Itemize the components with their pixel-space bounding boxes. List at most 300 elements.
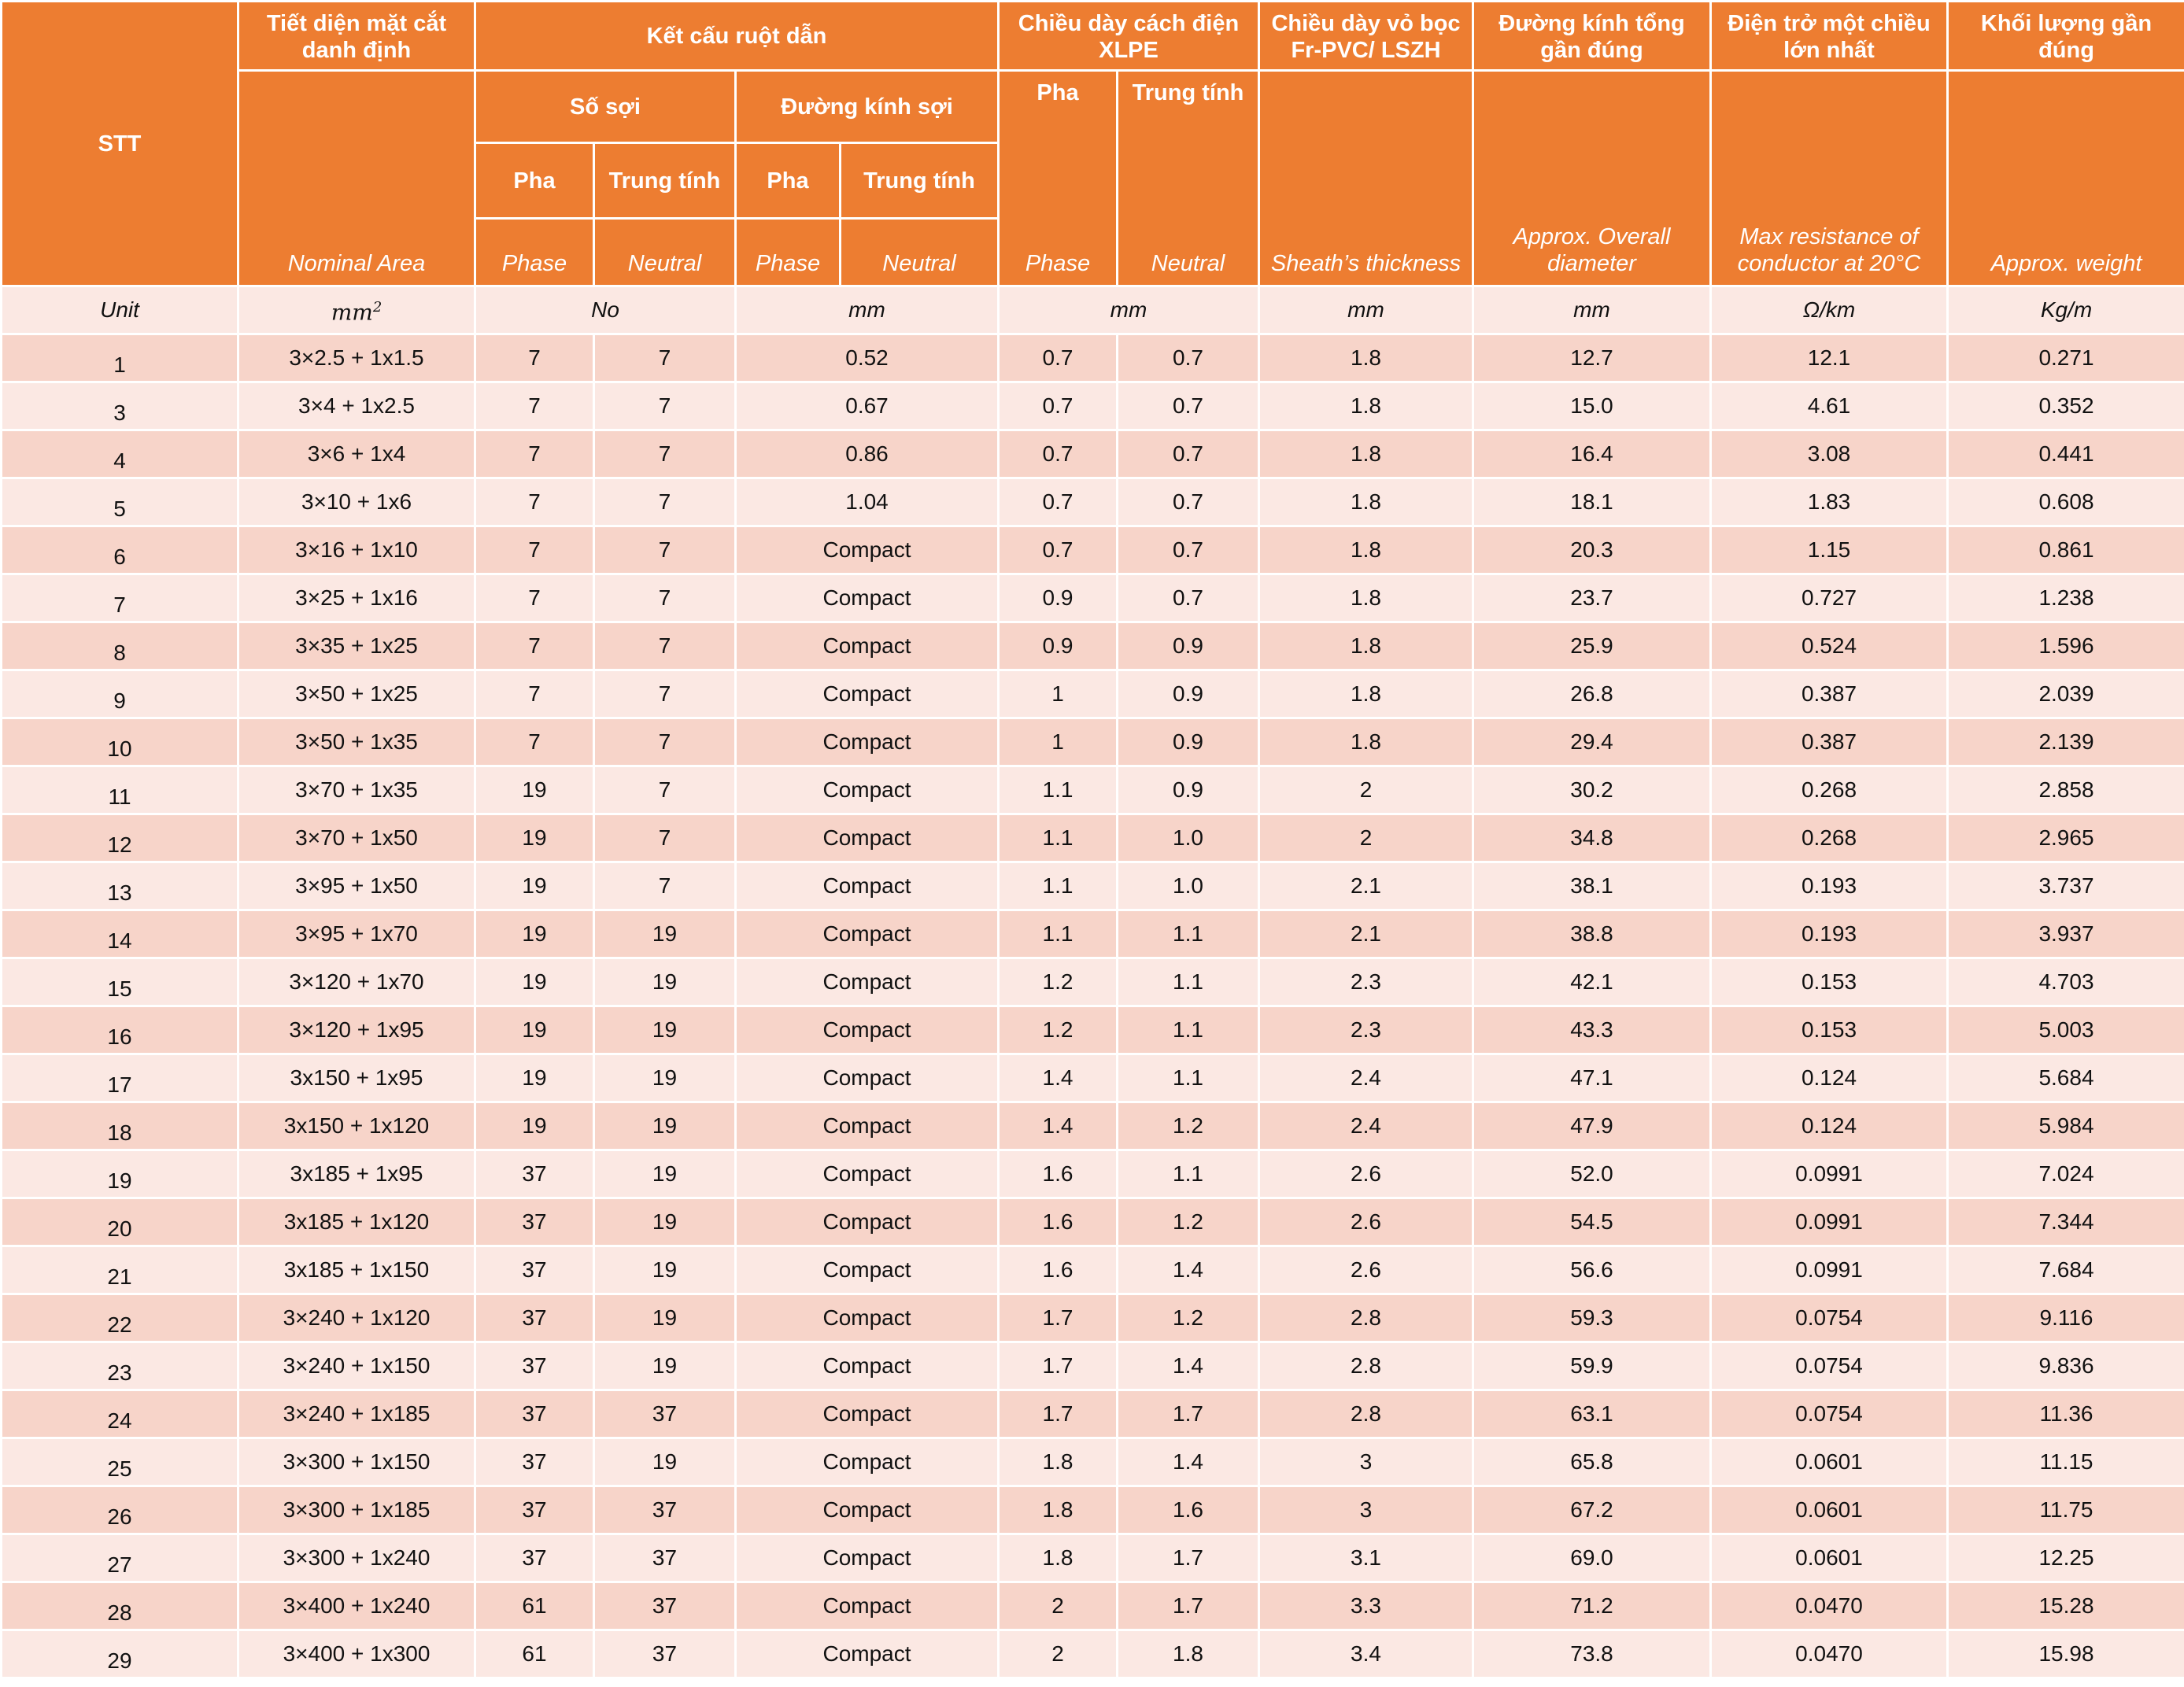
cell-ins-phase: 1.2: [999, 1006, 1118, 1054]
cell-diameter: Compact: [736, 766, 999, 814]
cell-strands-phase: 37: [475, 1438, 594, 1486]
cell-overall: 65.8: [1473, 1438, 1711, 1486]
unit-area: [238, 286, 475, 334]
table-row: [2, 1342, 2184, 1390]
cell-strands-phase: 37: [475, 1246, 594, 1294]
cell-resistance: 0.153: [1711, 1006, 1948, 1054]
cell-overall: 63.1: [1473, 1390, 1711, 1438]
cell-overall: 43.3: [1473, 1006, 1711, 1054]
cell-ins-phase: 1.4: [999, 1054, 1118, 1102]
cell-strands-neutral: 19: [594, 1102, 736, 1150]
cell-overall: 54.5: [1473, 1198, 1711, 1246]
cell-resistance: 0.0754: [1711, 1390, 1948, 1438]
header-strands-neutral: Trung tính: [594, 143, 736, 219]
cell-strands-neutral: 19: [594, 1198, 736, 1246]
cell-strands-phase: 61: [475, 1582, 594, 1630]
cell-weight: 9.116: [1948, 1294, 2184, 1342]
cell-sheath: 2.6: [1259, 1246, 1473, 1294]
cell-strands-phase: 37: [475, 1198, 594, 1246]
cell-overall: 38.8: [1473, 910, 1711, 958]
table-row: [2, 862, 2184, 910]
cell-area: 3×240 + 1x150: [238, 1342, 475, 1390]
cell-strands-phase: 19: [475, 1006, 594, 1054]
cell-resistance: 0.524: [1711, 622, 1948, 670]
cell-area: 3×400 + 1x300: [238, 1630, 475, 1678]
cell-ins-phase: 1.7: [999, 1342, 1118, 1390]
cell-resistance: 0.0754: [1711, 1342, 1948, 1390]
cell-strands-neutral: 19: [594, 1006, 736, 1054]
cell-strands-neutral: 19: [594, 1150, 736, 1198]
cell-ins-neutral: 1.1: [1118, 1054, 1259, 1102]
header-diameter: Đường kính sợi: [736, 71, 999, 143]
header-ins-phase-en: Phase: [1025, 251, 1091, 276]
cell-sheath: 3.4: [1259, 1630, 1473, 1678]
cell-strands-phase: 19: [475, 862, 594, 910]
cell-sheath: 1.8: [1259, 382, 1473, 430]
cell-stt: 10: [2, 718, 238, 766]
cell-diameter: Compact: [736, 670, 999, 718]
cell-area: 3×4 + 1x2.5: [238, 382, 475, 430]
cell-diameter: Compact: [736, 526, 999, 574]
cell-overall: 16.4: [1473, 430, 1711, 478]
cell-area: 3x185 + 1x95: [238, 1150, 475, 1198]
cell-ins-phase: 2: [999, 1630, 1118, 1678]
cell-stt: 5: [2, 478, 238, 526]
units-row: [2, 286, 2184, 334]
unit-overall: mm: [1473, 286, 1711, 334]
cell-area: 3x150 + 1x120: [238, 1102, 475, 1150]
cell-diameter: Compact: [736, 1246, 999, 1294]
cell-strands-neutral: 7: [594, 718, 736, 766]
cell-overall: 69.0: [1473, 1534, 1711, 1582]
cell-resistance: 0.153: [1711, 958, 1948, 1006]
cell-strands-phase: 7: [475, 478, 594, 526]
cell-diameter: Compact: [736, 1150, 999, 1198]
header-strands-neutral-en: Neutral: [594, 219, 736, 286]
cell-sheath: 2.8: [1259, 1342, 1473, 1390]
header-area-vi: Tiết diện mặt cắt danh định: [238, 2, 475, 71]
cell-area: 3×6 + 1x4: [238, 430, 475, 478]
cell-weight: 11.15: [1948, 1438, 2184, 1486]
cell-weight: 1.596: [1948, 622, 2184, 670]
cell-resistance: 0.193: [1711, 910, 1948, 958]
cell-strands-phase: 19: [475, 910, 594, 958]
cell-sheath: 2.8: [1259, 1390, 1473, 1438]
cell-stt: 26: [2, 1486, 238, 1534]
cell-strands-neutral: 7: [594, 766, 736, 814]
header-ins-neutral-vi: Trung tính: [1132, 80, 1244, 105]
cell-resistance: 0.387: [1711, 670, 1948, 718]
cell-area: 3×70 + 1x50: [238, 814, 475, 862]
cell-strands-neutral: 37: [594, 1486, 736, 1534]
cell-diameter: 0.67: [736, 382, 999, 430]
cell-stt: 13: [2, 862, 238, 910]
cell-ins-neutral: 1.2: [1118, 1198, 1259, 1246]
header-strands-phase-en: Phase: [475, 219, 594, 286]
table-row: [2, 958, 2184, 1006]
table-row: [2, 910, 2184, 958]
cell-weight: 5.984: [1948, 1102, 2184, 1150]
table-row: [2, 1054, 2184, 1102]
cell-overall: 30.2: [1473, 766, 1711, 814]
table-row: [2, 622, 2184, 670]
header-sheath-vi: Chiều dày vỏ bọc Fr-PVC/ LSZH: [1259, 2, 1473, 71]
table-row: [2, 814, 2184, 862]
cell-ins-neutral: 1.4: [1118, 1342, 1259, 1390]
cell-strands-phase: 37: [475, 1294, 594, 1342]
cell-weight: 15.98: [1948, 1630, 2184, 1678]
cell-resistance: 0.0601: [1711, 1486, 1948, 1534]
cell-ins-neutral: 0.7: [1118, 430, 1259, 478]
cell-sheath: 1.8: [1259, 478, 1473, 526]
unit-insulation: mm: [999, 286, 1259, 334]
cell-ins-phase: 1.8: [999, 1534, 1118, 1582]
cell-area: 3×10 + 1x6: [238, 478, 475, 526]
table-row: [2, 1246, 2184, 1294]
cell-strands-phase: 7: [475, 382, 594, 430]
cell-weight: 2.965: [1948, 814, 2184, 862]
cell-ins-phase: 1: [999, 670, 1118, 718]
cell-ins-phase: 0.9: [999, 622, 1118, 670]
cell-overall: 59.3: [1473, 1294, 1711, 1342]
cell-diameter: Compact: [736, 1630, 999, 1678]
cell-ins-neutral: 1.0: [1118, 814, 1259, 862]
cell-ins-neutral: 1.6: [1118, 1486, 1259, 1534]
cell-weight: 0.441: [1948, 430, 2184, 478]
cell-ins-neutral: 0.7: [1118, 478, 1259, 526]
cell-diameter: Compact: [736, 1582, 999, 1630]
cell-sheath: 3: [1259, 1486, 1473, 1534]
cell-diameter: Compact: [736, 1342, 999, 1390]
cell-sheath: 2.1: [1259, 862, 1473, 910]
cell-strands-neutral: 37: [594, 1390, 736, 1438]
table-body: [2, 286, 2184, 1678]
cell-resistance: 0.0991: [1711, 1246, 1948, 1294]
cell-sheath: 1.8: [1259, 718, 1473, 766]
table-row: [2, 574, 2184, 622]
cell-stt: 7: [2, 574, 238, 622]
cell-diameter: 0.52: [736, 334, 999, 382]
cell-diameter: Compact: [736, 1198, 999, 1246]
cell-ins-neutral: 1.1: [1118, 958, 1259, 1006]
table-row: [2, 1630, 2184, 1678]
cell-strands-phase: 7: [475, 574, 594, 622]
cell-strands-neutral: 7: [594, 862, 736, 910]
cell-overall: 29.4: [1473, 718, 1711, 766]
table-row: [2, 1582, 2184, 1630]
cell-strands-neutral: 7: [594, 574, 736, 622]
cell-area: 3×300 + 1x150: [238, 1438, 475, 1486]
cell-strands-phase: 61: [475, 1630, 594, 1678]
table-row: [2, 718, 2184, 766]
cell-strands-neutral: 37: [594, 1630, 736, 1678]
cell-diameter: Compact: [736, 574, 999, 622]
cell-ins-phase: 1.6: [999, 1150, 1118, 1198]
header-resistance-vi: Điện trở một chiều lớn nhất: [1711, 2, 1948, 71]
cell-ins-phase: 1.4: [999, 1102, 1118, 1150]
unit-resistance: Ω/km: [1711, 286, 1948, 334]
cell-sheath: 2.6: [1259, 1198, 1473, 1246]
cell-sheath: 3.1: [1259, 1534, 1473, 1582]
cell-strands-phase: 7: [475, 526, 594, 574]
cell-area: 3×120 + 1x95: [238, 1006, 475, 1054]
cell-diameter: 1.04: [736, 478, 999, 526]
cell-sheath: 1.8: [1259, 574, 1473, 622]
cell-strands-neutral: 7: [594, 334, 736, 382]
cell-strands-neutral: 7: [594, 622, 736, 670]
cell-ins-phase: 1.6: [999, 1198, 1118, 1246]
cell-diameter: Compact: [736, 1390, 999, 1438]
cell-sheath: 2.6: [1259, 1150, 1473, 1198]
cell-sheath: 1.8: [1259, 670, 1473, 718]
cell-strands-neutral: 19: [594, 1294, 736, 1342]
cell-sheath: 2.3: [1259, 958, 1473, 1006]
cell-weight: 2.039: [1948, 670, 2184, 718]
cell-sheath: 3.3: [1259, 1582, 1473, 1630]
cell-overall: 25.9: [1473, 622, 1711, 670]
cell-ins-phase: 1.1: [999, 910, 1118, 958]
header-sheath-en: Sheath’s thickness: [1259, 71, 1473, 286]
cell-stt: 11: [2, 766, 238, 814]
unit-diameter: mm: [736, 286, 999, 334]
cell-diameter: 0.86: [736, 430, 999, 478]
cell-resistance: 0.0754: [1711, 1294, 1948, 1342]
cell-stt: 8: [2, 622, 238, 670]
cell-ins-neutral: 1.7: [1118, 1582, 1259, 1630]
cell-resistance: 0.387: [1711, 718, 1948, 766]
cell-strands-phase: 19: [475, 958, 594, 1006]
header-dia-phase-en: Phase: [736, 219, 841, 286]
cell-resistance: 0.0601: [1711, 1438, 1948, 1486]
cell-area: 3×50 + 1x25: [238, 670, 475, 718]
table-row: [2, 334, 2184, 382]
cell-sheath: 1.8: [1259, 430, 1473, 478]
cell-overall: 42.1: [1473, 958, 1711, 1006]
cell-area: 3x150 + 1x95: [238, 1054, 475, 1102]
cell-ins-phase: 1.2: [999, 958, 1118, 1006]
cell-ins-phase: 1.7: [999, 1390, 1118, 1438]
header-overall-en: Approx. Overall diameter: [1473, 71, 1711, 286]
cell-strands-phase: 37: [475, 1486, 594, 1534]
cell-weight: 11.75: [1948, 1486, 2184, 1534]
cell-ins-phase: 1.6: [999, 1246, 1118, 1294]
header-weight-vi: Khối lượng gần đúng: [1948, 2, 2184, 71]
cell-ins-neutral: 0.9: [1118, 622, 1259, 670]
cell-overall: 73.8: [1473, 1630, 1711, 1678]
cell-area: 3×400 + 1x240: [238, 1582, 475, 1630]
cell-ins-neutral: 1.4: [1118, 1438, 1259, 1486]
cell-resistance: 0.0470: [1711, 1630, 1948, 1678]
cell-overall: 12.7: [1473, 334, 1711, 382]
cell-weight: 7.024: [1948, 1150, 2184, 1198]
cell-stt: 12: [2, 814, 238, 862]
cell-strands-neutral: 19: [594, 958, 736, 1006]
table-row: [2, 430, 2184, 478]
cell-ins-phase: 0.7: [999, 334, 1118, 382]
unit-area-exp: 2: [372, 298, 382, 316]
cell-weight: 5.684: [1948, 1054, 2184, 1102]
cell-ins-phase: 1.1: [999, 862, 1118, 910]
cell-area: 3×95 + 1x50: [238, 862, 475, 910]
cell-resistance: 0.268: [1711, 766, 1948, 814]
cell-weight: 0.352: [1948, 382, 2184, 430]
cell-strands-neutral: 37: [594, 1582, 736, 1630]
table-row: [2, 1102, 2184, 1150]
cell-ins-phase: 1.8: [999, 1438, 1118, 1486]
cell-diameter: Compact: [736, 910, 999, 958]
cell-area: 3×35 + 1x25: [238, 622, 475, 670]
cell-weight: 3.937: [1948, 910, 2184, 958]
cell-stt: 16: [2, 1006, 238, 1054]
header-overall-vi: Đường kính tổng gần đúng: [1473, 2, 1711, 71]
cell-strands-neutral: 19: [594, 1438, 736, 1486]
cell-sheath: 2.4: [1259, 1102, 1473, 1150]
cell-strands-neutral: 37: [594, 1534, 736, 1582]
cell-strands-neutral: 7: [594, 430, 736, 478]
header-dia-neutral-en: Neutral: [841, 219, 999, 286]
cell-area: 3×300 + 1x185: [238, 1486, 475, 1534]
cell-stt: 24: [2, 1390, 238, 1438]
cell-overall: 52.0: [1473, 1150, 1711, 1198]
cell-strands-phase: 37: [475, 1150, 594, 1198]
cell-ins-neutral: 1.1: [1118, 910, 1259, 958]
cell-strands-neutral: 7: [594, 382, 736, 430]
cell-strands-phase: 37: [475, 1342, 594, 1390]
cell-ins-neutral: 1.1: [1118, 1006, 1259, 1054]
cell-area: 3x185 + 1x120: [238, 1198, 475, 1246]
cell-weight: 0.271: [1948, 334, 2184, 382]
cell-stt: 28: [2, 1582, 238, 1630]
cell-resistance: 4.61: [1711, 382, 1948, 430]
cell-stt: 17: [2, 1054, 238, 1102]
cell-stt: 18: [2, 1102, 238, 1150]
table-row: [2, 1390, 2184, 1438]
cell-stt: 9: [2, 670, 238, 718]
cell-ins-phase: 0.7: [999, 430, 1118, 478]
cell-weight: 9.836: [1948, 1342, 2184, 1390]
cell-ins-phase: 1.8: [999, 1486, 1118, 1534]
header-weight-en: Approx. weight: [1948, 71, 2184, 286]
cell-weight: 0.861: [1948, 526, 2184, 574]
cell-diameter: Compact: [736, 1438, 999, 1486]
cell-weight: 2.858: [1948, 766, 2184, 814]
cell-area: 3×16 + 1x10: [238, 526, 475, 574]
cell-ins-neutral: 1.1: [1118, 1150, 1259, 1198]
cell-strands-neutral: 19: [594, 1342, 736, 1390]
cell-sheath: 2.1: [1259, 910, 1473, 958]
cell-strands-phase: 19: [475, 1054, 594, 1102]
header-ins-neutral: [1118, 71, 1259, 286]
table-row: [2, 1438, 2184, 1486]
cell-area: 3×240 + 1x120: [238, 1294, 475, 1342]
header-area-en: Nominal Area: [238, 71, 475, 286]
table-row: [2, 1006, 2184, 1054]
cell-area: 3x185 + 1x150: [238, 1246, 475, 1294]
header-conductor: Kết cấu ruột dẫn: [475, 2, 999, 71]
cell-ins-phase: 0.7: [999, 478, 1118, 526]
cell-ins-neutral: 1.7: [1118, 1390, 1259, 1438]
cell-overall: 71.2: [1473, 1582, 1711, 1630]
cell-diameter: Compact: [736, 1054, 999, 1102]
table-row: [2, 670, 2184, 718]
cell-resistance: 0.727: [1711, 574, 1948, 622]
cell-resistance: 3.08: [1711, 430, 1948, 478]
cell-sheath: 3: [1259, 1438, 1473, 1486]
unit-stt: Unit: [2, 286, 238, 334]
cell-ins-neutral: 1.2: [1118, 1294, 1259, 1342]
table-row: [2, 1486, 2184, 1534]
cell-strands-phase: 7: [475, 622, 594, 670]
cell-overall: 56.6: [1473, 1246, 1711, 1294]
cell-resistance: 0.268: [1711, 814, 1948, 862]
cell-sheath: 2.4: [1259, 1054, 1473, 1102]
cell-sheath: 2: [1259, 814, 1473, 862]
cell-overall: 18.1: [1473, 478, 1711, 526]
cell-ins-neutral: 1.0: [1118, 862, 1259, 910]
cell-sheath: 2.8: [1259, 1294, 1473, 1342]
cell-sheath: 1.8: [1259, 622, 1473, 670]
cell-resistance: 1.15: [1711, 526, 1948, 574]
header-strands: Số sợi: [475, 71, 736, 143]
cell-weight: 3.737: [1948, 862, 2184, 910]
cell-area: 3×2.5 + 1x1.5: [238, 334, 475, 382]
table-row: [2, 1534, 2184, 1582]
header-strands-phase: Pha: [475, 143, 594, 219]
cell-stt: 1: [2, 334, 238, 382]
table-row: [2, 1198, 2184, 1246]
cell-ins-neutral: 0.7: [1118, 574, 1259, 622]
cell-weight: 4.703: [1948, 958, 2184, 1006]
cell-overall: 59.9: [1473, 1342, 1711, 1390]
cell-overall: 23.7: [1473, 574, 1711, 622]
cell-overall: 38.1: [1473, 862, 1711, 910]
cell-ins-neutral: 0.7: [1118, 526, 1259, 574]
cell-ins-phase: 0.7: [999, 382, 1118, 430]
cell-ins-phase: 1: [999, 718, 1118, 766]
cell-weight: 15.28: [1948, 1582, 2184, 1630]
cell-weight: 0.608: [1948, 478, 2184, 526]
cell-ins-neutral: 1.7: [1118, 1534, 1259, 1582]
cell-resistance: 1.83: [1711, 478, 1948, 526]
cell-area: 3×70 + 1x35: [238, 766, 475, 814]
cell-ins-neutral: 1.2: [1118, 1102, 1259, 1150]
unit-sheath: mm: [1259, 286, 1473, 334]
cell-ins-neutral: 1.8: [1118, 1630, 1259, 1678]
cell-strands-neutral: 19: [594, 1246, 736, 1294]
cell-ins-neutral: 0.9: [1118, 670, 1259, 718]
cell-ins-neutral: 0.7: [1118, 334, 1259, 382]
header-ins-phase: [999, 71, 1118, 286]
cell-ins-phase: 0.7: [999, 526, 1118, 574]
cell-overall: 15.0: [1473, 382, 1711, 430]
table-row: [2, 478, 2184, 526]
cell-stt: 29: [2, 1630, 238, 1678]
cell-strands-phase: 37: [475, 1390, 594, 1438]
cell-sheath: 2: [1259, 766, 1473, 814]
cell-diameter: Compact: [736, 1294, 999, 1342]
cell-stt: 19: [2, 1150, 238, 1198]
cell-overall: 34.8: [1473, 814, 1711, 862]
cell-ins-neutral: 0.9: [1118, 766, 1259, 814]
cell-stt: 22: [2, 1294, 238, 1342]
table-row: [2, 766, 2184, 814]
cell-diameter: Compact: [736, 862, 999, 910]
cell-strands-phase: 19: [475, 814, 594, 862]
cell-strands-neutral: 7: [594, 670, 736, 718]
cell-sheath: 2.3: [1259, 1006, 1473, 1054]
cell-strands-phase: 19: [475, 1102, 594, 1150]
header-insulation: Chiều dày cách điện XLPE: [999, 2, 1259, 71]
